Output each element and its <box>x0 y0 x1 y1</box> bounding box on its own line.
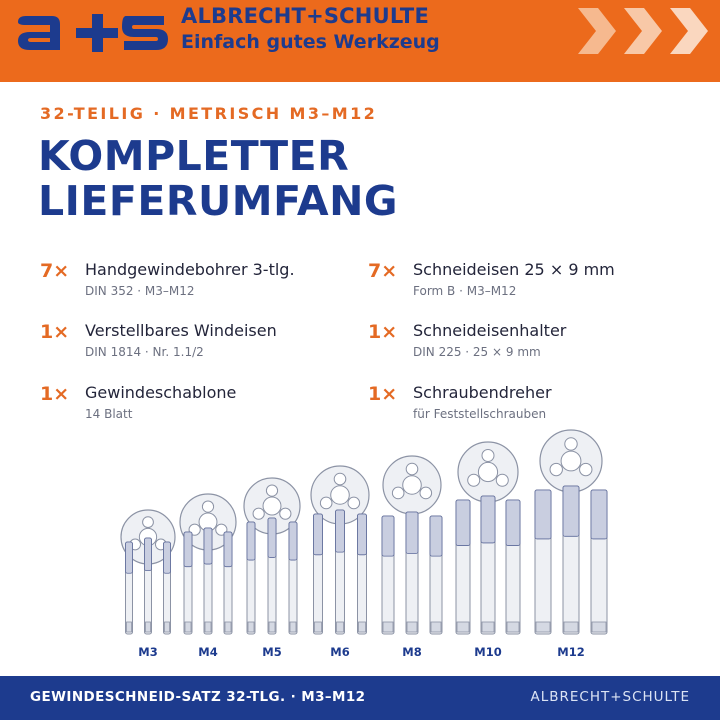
item-name: Schneideisen 25 × 9 mm <box>413 260 615 279</box>
title-line-2: LIEFERUMFANG <box>38 177 399 225</box>
die-chip-hole <box>253 508 264 519</box>
die-chip-hole <box>482 450 494 462</box>
tap-square-end <box>165 622 170 632</box>
tap-thread <box>289 522 297 560</box>
tap-square-end <box>185 622 191 632</box>
footer-bar <box>0 676 720 720</box>
die-chip-hole <box>468 474 480 486</box>
tap-square-end <box>359 622 366 632</box>
item-quantity: 1× <box>368 383 398 405</box>
tap-thread <box>314 514 323 555</box>
size-label: M3 <box>138 645 158 659</box>
tap-square-end <box>536 622 550 632</box>
tap-square-end <box>407 622 417 632</box>
die-bore <box>263 497 281 515</box>
tap-square-end <box>127 622 132 632</box>
die-chip-hole <box>392 487 404 499</box>
die-chip-hole <box>266 485 277 496</box>
brand-name: ALBRECHT+SCHULTE <box>181 4 430 28</box>
item-spec: DIN 1814 · Nr. 1.1/2 <box>85 345 204 359</box>
item-quantity: 1× <box>40 383 70 405</box>
item-name: Verstellbares Windeisen <box>85 321 277 340</box>
tap-square-end <box>592 622 606 632</box>
tap-square-end <box>383 622 393 632</box>
tap-square-end <box>269 622 275 632</box>
die-chip-hole <box>550 463 562 475</box>
title-line-1: KOMPLETTER <box>38 132 350 180</box>
item-spec: 14 Blatt <box>85 407 133 421</box>
die-chip-hole <box>580 463 592 475</box>
size-label: M8 <box>402 645 422 659</box>
size-label: M6 <box>330 645 350 659</box>
tap-square-end <box>507 622 519 632</box>
tap-square-end <box>146 622 151 632</box>
tap-thread <box>506 500 520 546</box>
die-bore <box>331 486 350 505</box>
item-quantity: 1× <box>368 321 398 343</box>
item-name: Schneideisenhalter <box>413 321 567 340</box>
item-name: Schraubendreher <box>413 383 552 402</box>
footer-product-name: GEWINDESCHNEID-SATZ 32-TLG. · M3–M12 <box>30 689 366 705</box>
item-spec: Form B · M3–M12 <box>413 284 517 298</box>
tap-thread <box>224 532 232 567</box>
die-bore <box>561 451 581 471</box>
tap-square-end <box>315 622 322 632</box>
die-chip-hole <box>320 497 332 509</box>
kicker-text: 32-TEILIG · METRISCH M3–M12 <box>40 104 378 123</box>
header-banner <box>0 0 720 82</box>
die-chip-hole <box>280 508 291 519</box>
tap-thread <box>204 528 212 564</box>
die-chip-hole <box>420 487 432 499</box>
chevrons-icon <box>572 8 720 54</box>
tap-thread <box>406 512 418 553</box>
item-spec: für Feststellschrauben <box>413 407 547 421</box>
tap-square-end <box>457 622 469 632</box>
item-name: Handgewindebohrer 3-tlg. <box>85 260 295 279</box>
tap-thread <box>481 496 495 543</box>
item-quantity: 7× <box>368 260 398 282</box>
size-label: M12 <box>557 645 585 659</box>
die-chip-hole <box>202 501 213 512</box>
item-name: Gewindeschablone <box>85 383 237 402</box>
size-label: M10 <box>474 645 502 659</box>
tap-square-end <box>205 622 211 632</box>
tap-thread <box>126 542 133 573</box>
tap-square-end <box>290 622 296 632</box>
tap-thread <box>535 490 551 539</box>
tap-square-end <box>225 622 231 632</box>
tap-square-end <box>431 622 441 632</box>
item-spec: DIN 225 · 25 × 9 mm <box>413 345 541 359</box>
tap-thread <box>456 500 470 546</box>
die-chip-hole <box>143 517 154 528</box>
die-chip-hole <box>565 438 577 450</box>
tap-square-end <box>248 622 254 632</box>
brand-logo <box>14 6 172 56</box>
die-chip-hole <box>496 474 508 486</box>
tap-thread <box>563 486 579 536</box>
page-title <box>38 134 398 224</box>
die-bore <box>478 462 497 481</box>
item-quantity: 7× <box>40 260 70 282</box>
tap-thread <box>358 514 367 555</box>
tap-thread <box>247 522 255 560</box>
footer-brand: ALBRECHT+SCHULTE <box>530 689 690 705</box>
tap-thread <box>591 490 607 539</box>
tap-square-end <box>337 622 344 632</box>
item-quantity: 1× <box>40 321 70 343</box>
item-spec: DIN 352 · M3–M12 <box>85 284 195 298</box>
size-label: M4 <box>198 645 218 659</box>
brand-tagline: Einfach gutes Werkzeug <box>181 31 440 53</box>
die-chip-hole <box>406 463 418 475</box>
tap-square-end <box>564 622 578 632</box>
tap-thread <box>268 518 276 557</box>
tool-set-illustration <box>0 420 720 676</box>
size-label: M5 <box>262 645 282 659</box>
tap-thread <box>184 532 192 567</box>
die-chip-hole <box>348 497 360 509</box>
die-bore <box>403 476 422 495</box>
tap-thread <box>336 510 345 552</box>
tap-thread <box>164 542 171 573</box>
tap-thread <box>382 516 394 556</box>
tap-square-end <box>482 622 494 632</box>
tap-thread <box>430 516 442 556</box>
tap-thread <box>145 538 152 571</box>
die-chip-hole <box>334 473 346 485</box>
